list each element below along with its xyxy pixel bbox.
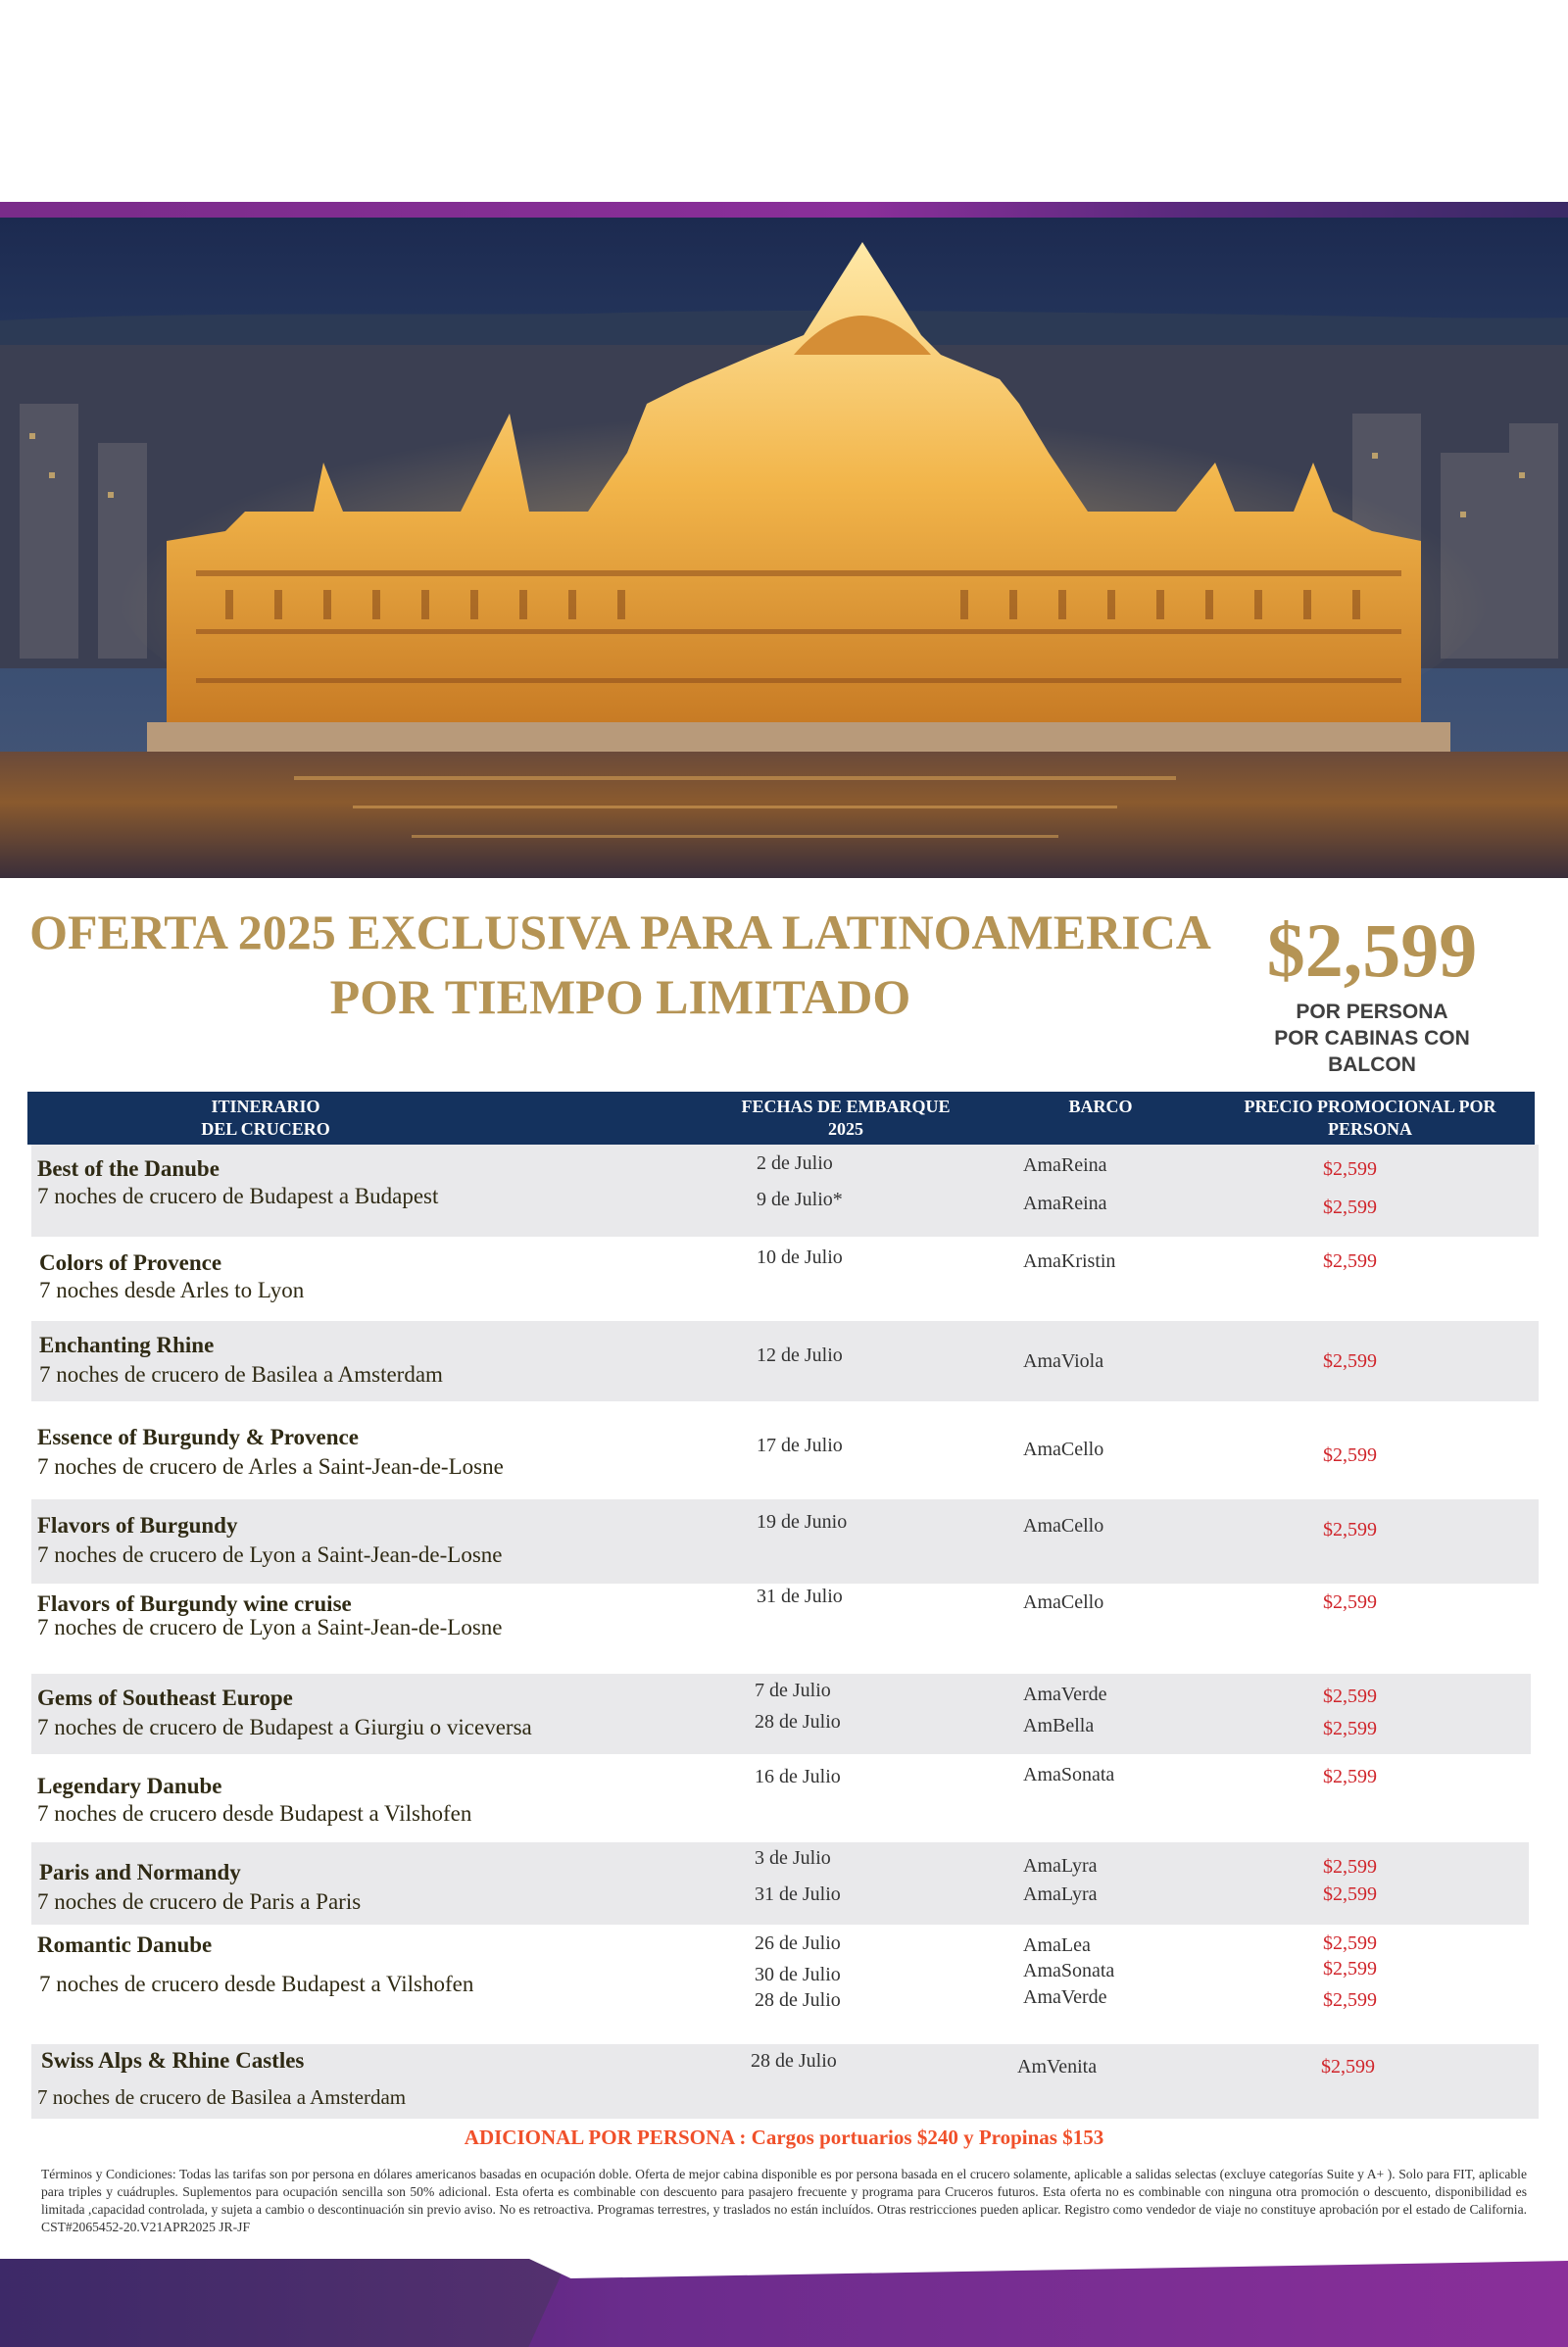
- featured-price: $2,599: [1266, 907, 1478, 993]
- header-price-line-1: PRECIO PROMOCIONAL POR: [1244, 1097, 1496, 1116]
- cruise-subtitle: 7 noches de crucero de Budapest a Budapest: [37, 1184, 439, 1208]
- ship-name: AmaKristin: [1023, 1250, 1116, 1272]
- price-note-line-3: BALCON: [1328, 1053, 1416, 1076]
- promo-price: $2,599: [1323, 1350, 1377, 1372]
- table-row: [31, 1842, 1529, 1925]
- departure-date: 17 de Julio: [757, 1435, 843, 1456]
- cruise-subtitle: 7 noches de crucero de Paris a Paris: [37, 1889, 362, 1914]
- table-row: [31, 1674, 1531, 1754]
- terms-and-conditions: Términos y Condiciones: Todas las tarifas son por persona en dólares americanos basadas en ocupación doble. Oferta de mejor cabina disponible es por persona basada en el crucero solamente, aplicable a salidas selectas (excluye categorías Suite y A+ ). Solo para FIT, aplicable para triples y cuádruples. Suplementos para ocupación sencilla son 50% adicional. Esta oferta es combinable con descuento para pasajero frecuente y programa para Cruceros futuros. Esta oferta no es combinable con ninguna otra promoción o descuento, disponibilidad es limitada ,capacidad controlada, y sujeta a cambio o descontinuación sin previo aviso. No es retroactiva. Programas terrestres, y traslados no están incluídos. Otras restricciones pueden aplicar. Registro como vendedor de viaje no constituye aprobación por el estado de California. CST#2065452-20.V21APR2025 JR-JF: [41, 2167, 1527, 2234]
- ship-name: AmaLyra: [1023, 1883, 1098, 1905]
- cruise-subtitle: 7 noches de crucero de Arles a Saint-Jean-de-Losne: [37, 1454, 504, 1479]
- cruise-title: Colors of Provence: [39, 1250, 222, 1275]
- header-ship-label: BARCO: [1068, 1097, 1133, 1116]
- ship-name: AmaViola: [1023, 1350, 1104, 1372]
- ship-name: AmaCello: [1023, 1591, 1104, 1613]
- headline-line-1: OFERTA 2025 EXCLUSIVA PARA LATINOAMERICA: [29, 905, 1211, 959]
- departure-date: 10 de Julio: [757, 1247, 843, 1268]
- departure-date: 31 de Julio: [757, 1586, 843, 1607]
- cruise-title: Gems of Southeast Europe: [37, 1686, 293, 1710]
- table-row: [31, 1754, 1539, 1842]
- promo-price: $2,599: [1323, 1519, 1377, 1540]
- cruise-subtitle: 7 noches de crucero de Budapest a Giurgiu o viceversa: [37, 1715, 532, 1739]
- cruise-title: Paris and Normandy: [39, 1860, 241, 1884]
- promo-price: $2,599: [1323, 1718, 1377, 1739]
- departure-date: 2 de Julio: [757, 1152, 833, 1174]
- ship-name: AmaSonata: [1023, 1960, 1115, 1981]
- table-header: [27, 1092, 1535, 1145]
- cruise-title: Flavors of Burgundy wine cruise: [37, 1591, 352, 1616]
- departure-date: 12 de Julio: [757, 1345, 843, 1366]
- header-ship: [993, 1096, 1208, 1118]
- ship-name: AmBella: [1023, 1715, 1095, 1736]
- ship-name: AmaLyra: [1023, 1855, 1098, 1877]
- table-row: [31, 1401, 1539, 1499]
- offer-headline: [27, 900, 1213, 1029]
- departure-date: 31 de Julio: [755, 1883, 841, 1905]
- ship-name: AmaReina: [1023, 1154, 1107, 1176]
- cruise-subtitle: 7 noches de crucero de Basilea a Amsterdam: [39, 1362, 443, 1387]
- promo-price: $2,599: [1321, 2056, 1375, 2078]
- departure-date: 16 de Julio: [755, 1766, 841, 1787]
- table-row: [31, 2044, 1539, 2119]
- departure-date: 9 de Julio*: [757, 1189, 843, 1210]
- cruise-subtitle: 7 noches de crucero desde Budapest a Vilshofen: [37, 1801, 472, 1826]
- cruise-subtitle: 7 noches de crucero de Basilea a Amsterdam: [37, 2085, 407, 2109]
- table-row: [31, 1584, 1539, 1674]
- cruise-subtitle: 7 noches de crucero de Lyon a Saint-Jean-de-Losne: [37, 1615, 503, 1639]
- ship-name: AmaReina: [1023, 1193, 1107, 1214]
- promo-price: $2,599: [1323, 1158, 1377, 1180]
- departure-date: 26 de Julio: [755, 1932, 841, 1954]
- departure-date: 28 de Julio: [751, 2050, 837, 2072]
- ship-name: AmaCello: [1023, 1515, 1104, 1537]
- departure-date: 28 de Julio: [755, 1989, 841, 2011]
- departure-date: 30 de Julio: [755, 1964, 841, 1985]
- cruise-title: Legendary Danube: [37, 1774, 222, 1798]
- cruise-subtitle: 7 noches de crucero desde Budapest a Vilshofen: [39, 1972, 474, 1996]
- top-accent-bar: [0, 202, 1568, 218]
- price-note-line-2: POR CABINAS CON: [1274, 1027, 1470, 1050]
- cruise-title: Enchanting Rhine: [39, 1333, 215, 1357]
- table-row: [31, 1237, 1539, 1321]
- cruise-title: Best of the Danube: [37, 1156, 220, 1181]
- bottom-white-stripe: [529, 2259, 1568, 2278]
- header-dates-line-2: 2025: [828, 1119, 863, 1139]
- cruise-title: Romantic Danube: [37, 1932, 213, 1957]
- cruise-title: Essence of Burgundy & Provence: [37, 1425, 359, 1449]
- cruise-title: Swiss Alps & Rhine Castles: [41, 2048, 305, 2073]
- ship-name: AmVenita: [1017, 2056, 1098, 2078]
- promo-price: $2,599: [1323, 1932, 1377, 1954]
- promo-price: $2,599: [1323, 1989, 1377, 2011]
- promo-price: $2,599: [1323, 1444, 1377, 1466]
- table-row: [31, 1925, 1539, 2044]
- header-dates-line-1: FECHAS DE EMBARQUE: [741, 1097, 951, 1116]
- ship-name: AmaCello: [1023, 1439, 1104, 1460]
- ship-name: AmaVerde: [1023, 1684, 1107, 1705]
- departure-date: 3 de Julio: [755, 1847, 831, 1869]
- additional-charges-note: ADICIONAL POR PERSONA : Cargos portuarios $240 y Propinas $153: [464, 2126, 1104, 2149]
- header-price-line-2: PERSONA: [1327, 1119, 1412, 1139]
- cruise-title: Flavors of Burgundy: [37, 1513, 238, 1538]
- departure-date: 19 de Junio: [757, 1511, 848, 1533]
- promo-price: $2,599: [1323, 1958, 1377, 1980]
- header-itinerary-line-2: DEL CRUCERO: [201, 1119, 330, 1139]
- table-row: [31, 1499, 1539, 1584]
- bottom-accent-bar: [0, 2259, 1568, 2347]
- table-row: [31, 1145, 1539, 1237]
- promo-price: $2,599: [1323, 1856, 1377, 1878]
- hero-image-budapest-parliament: [0, 218, 1568, 878]
- bottom-wedge: [0, 2259, 568, 2347]
- promo-price: $2,599: [1323, 1591, 1377, 1613]
- price-note-line-1: POR PERSONA: [1296, 1001, 1448, 1023]
- price-block: [1245, 906, 1499, 1078]
- cruise-subtitle: 7 noches de crucero de Lyon a Saint-Jean-de-Losne: [37, 1542, 503, 1567]
- ship-name: AmaSonata: [1023, 1764, 1115, 1785]
- ship-name: AmaVerde: [1023, 1986, 1107, 2008]
- departure-date: 7 de Julio: [755, 1680, 831, 1701]
- promo-price: $2,599: [1323, 1686, 1377, 1707]
- promo-price: $2,599: [1323, 1197, 1377, 1218]
- header-price: [1199, 1096, 1542, 1141]
- departure-date: 28 de Julio: [755, 1711, 841, 1733]
- promo-price: $2,599: [1323, 1250, 1377, 1272]
- header-dates: [655, 1096, 1037, 1141]
- header-itinerary: [27, 1096, 504, 1141]
- promo-price: $2,599: [1323, 1766, 1377, 1787]
- promo-price: $2,599: [1323, 1883, 1377, 1905]
- header-itinerary-line-1: ITINERARIO: [211, 1097, 320, 1116]
- price-note: [1245, 999, 1499, 1078]
- table-row: [31, 1321, 1539, 1401]
- ship-name: AmaLea: [1023, 1934, 1091, 1956]
- headline-line-2: POR TIEMPO LIMITADO: [329, 969, 911, 1024]
- cruise-subtitle: 7 noches desde Arles to Lyon: [39, 1278, 305, 1302]
